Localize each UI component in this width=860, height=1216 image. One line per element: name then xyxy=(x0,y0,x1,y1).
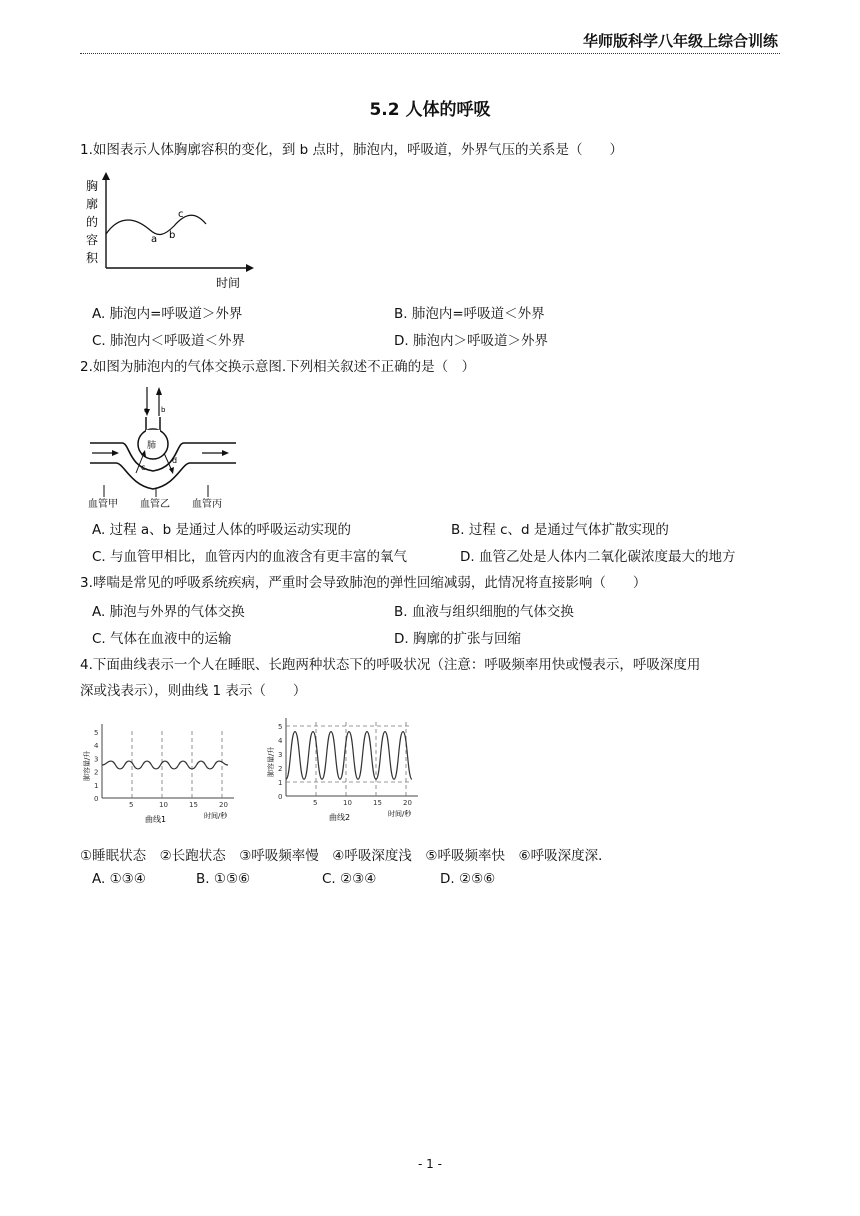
q2-figure xyxy=(84,385,244,509)
q3-option-d: D. 胸廓的扩张与回缩 xyxy=(394,631,521,647)
q1-option-a: A. 肺泡内=呼吸道＞外界 xyxy=(92,306,243,322)
q4-stem-line2: 深或浅表示），则曲线 1 表示（ ） xyxy=(80,683,307,699)
y-tick-label: 4 xyxy=(278,737,283,745)
y-tick-label: 5 xyxy=(278,723,283,731)
q2-option-a: A. 过程 a、b 是通过人体的呼吸运动实现的 xyxy=(92,522,352,538)
header-divider xyxy=(80,53,780,54)
q4-chart-2 xyxy=(266,714,426,830)
q3-option-b: B. 血液与组织细胞的气体交换 xyxy=(394,604,574,620)
q1-ylabel-2: 的 xyxy=(86,215,99,229)
y-tick-label: 4 xyxy=(94,742,99,751)
q4-option-a: A. ①③④ xyxy=(92,871,146,887)
q1-stem: 1.如图表示人体胸廓容积的变化，到 b 点时，肺泡内，呼吸道，外界气压的关系是（ ） xyxy=(80,142,624,158)
breathing-curve xyxy=(286,732,412,780)
q1-ylabel-4: 积 xyxy=(86,251,99,265)
q2-option-c: C. 与血管甲相比，血管丙内的血液含有更丰富的氧气 xyxy=(92,549,408,565)
q2-label-b: b xyxy=(161,406,166,414)
q1-figure xyxy=(78,170,258,292)
q2-vessel-2: 血管乙 xyxy=(140,499,170,509)
y-tick-label: 2 xyxy=(278,765,283,773)
q4-chart-1 xyxy=(82,718,242,830)
q1-option-d: D. 肺泡内＞呼吸道＞外界 xyxy=(394,333,548,349)
x-tick-label: 5 xyxy=(129,801,134,809)
q3-option-c: C. 气体在血液中的运输 xyxy=(92,631,232,647)
y-tick-label: 3 xyxy=(94,755,99,764)
y-tick-label: 1 xyxy=(94,781,99,790)
x-tick-label: 20 xyxy=(219,801,228,809)
q1-label-a: a xyxy=(151,234,158,245)
q2-option-d: D. 血管乙处是人体内二氧化碳浓度最大的地方 xyxy=(460,549,736,565)
q2-option-b: B. 过程 c、d 是通过气体扩散实现的 xyxy=(451,522,669,538)
q2-stem: 2.如图为肺泡内的气体交换示意图.下列相关叙述不正确的是（ ） xyxy=(80,359,476,375)
q1-ylabel-0: 胸 xyxy=(86,179,99,193)
q4-option-d: D. ②⑤⑥ xyxy=(440,871,496,887)
q1-option-c: C. 肺泡内＜呼吸道＜外界 xyxy=(92,333,246,349)
y-tick-label: 2 xyxy=(94,768,99,777)
q1-xlabel: 时间 xyxy=(216,276,241,290)
q4-stem-line1: 4.下面曲线表示一个人在睡眠、长跑两种状态下的呼吸状况（注意：呼吸频率用快或慢表示，呼吸深度用 xyxy=(80,657,701,673)
q1-label-b: b xyxy=(169,230,176,241)
q2-alveolus-label: 肺 xyxy=(147,441,157,451)
page-title: 5.2 人体的呼吸 xyxy=(369,100,491,120)
breathing-curve xyxy=(102,761,228,769)
q1-option-b: B. 肺泡内=呼吸道＜外界 xyxy=(394,306,545,322)
q2-label-d: d xyxy=(172,456,178,465)
page-number: - 1 - xyxy=(418,1157,442,1171)
q4-chart1-xlabel: 时间/秒 xyxy=(204,812,228,820)
q4-chart2-caption: 曲线2 xyxy=(329,813,351,822)
x-tick-label: 15 xyxy=(189,801,198,809)
q3-stem: 3.哮喘是常见的呼吸系统疾病，严重时会导致肺泡的弹性回缩减弱，此情况将直接影响（ ） xyxy=(80,575,647,591)
q2-vessel-3: 血管丙 xyxy=(192,499,222,509)
y-tick-label: 0 xyxy=(278,793,283,801)
y-tick-label: 5 xyxy=(94,729,99,737)
q4-chart2-ylabel: 肺容量/升 xyxy=(267,746,275,777)
q4-chart1-caption: 曲线1 xyxy=(145,815,167,824)
q2-label-a: a xyxy=(144,406,149,414)
q4-option-c: C. ②③④ xyxy=(322,871,377,887)
x-tick-label: 10 xyxy=(343,799,352,807)
y-tick-label: 3 xyxy=(278,751,283,759)
q1-label-c: c xyxy=(178,209,184,220)
y-tick-label: 0 xyxy=(94,795,99,803)
x-tick-label: 15 xyxy=(373,799,382,807)
q1-ylabel-1: 廓 xyxy=(86,197,99,211)
q2-vessel-1: 血管甲 xyxy=(88,499,118,509)
q4-option-b: B. ①⑤⑥ xyxy=(196,871,251,887)
header-title: 华师版科学八年级上综合训练 xyxy=(582,32,778,50)
q4-chart1-ylabel: 肺容量/升 xyxy=(83,750,91,781)
x-tick-label: 20 xyxy=(403,799,412,807)
q2-label-c: c xyxy=(141,463,146,472)
y-tick-label: 1 xyxy=(278,779,283,787)
x-tick-label: 5 xyxy=(313,799,318,807)
q4-chart2-xlabel: 时间/秒 xyxy=(388,810,412,818)
x-tick-label: 10 xyxy=(159,801,168,809)
q3-option-a: A. 肺泡与外界的气体交换 xyxy=(92,604,245,620)
q1-ylabel-3: 容 xyxy=(86,233,99,247)
q4-statements: ①睡眠状态 ②长跑状态 ③呼吸频率慢 ④呼吸深度浅 ⑤呼吸频率快 ⑥呼吸深度深． xyxy=(80,848,612,864)
